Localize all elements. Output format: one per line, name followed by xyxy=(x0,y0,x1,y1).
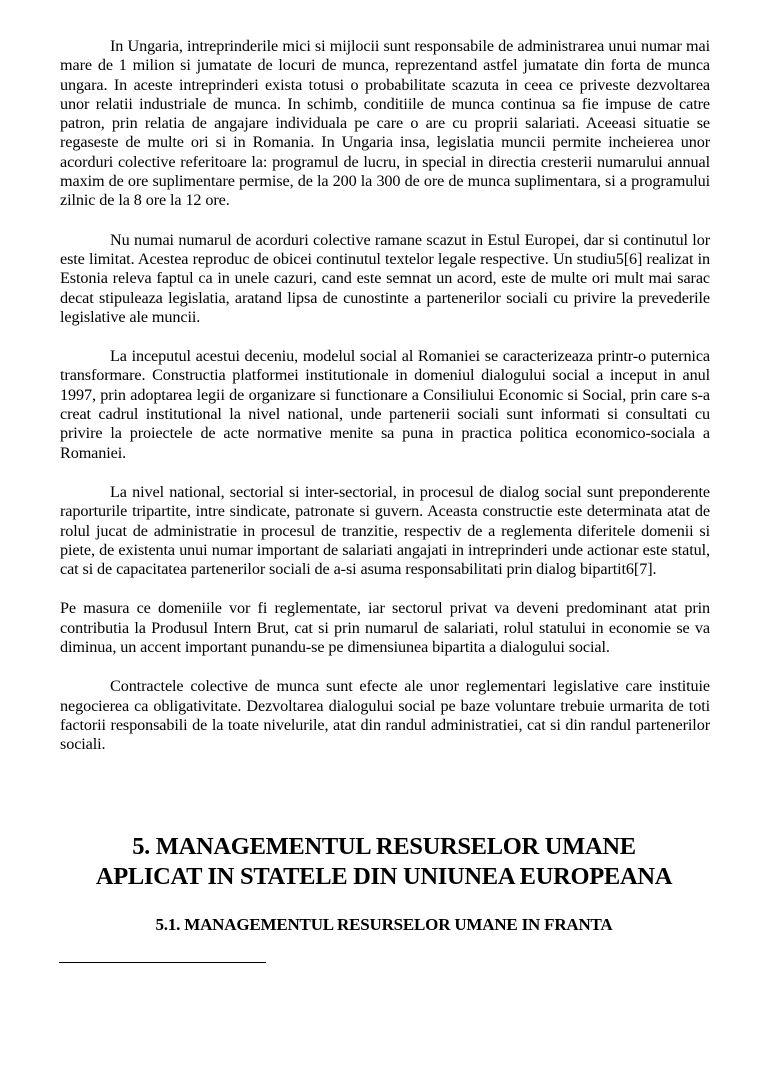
paragraph-sector-privat: Pe masura ce domeniile vor fi reglementate, iar sectorul privat va deveni predominant atat prin contributia la Produsul Intern Brut, cat si prin numarul de salariati, rolul statului in economie se va diminua, un accent important punandu-se pe dimensiunea bipartita a dialogului social. xyxy=(60,599,710,657)
paragraph-contracte-colective: Contractele colective de munca sunt efecte ale unor reglementari legislative care instituie negocierea ca obligativitate. Dezvoltarea dialogului social pe baze voluntare trebuie urmarita de toti factorii responsabili de la toate nivelurile, atat din randul administratiei, cat si din randul partenerilor sociali. xyxy=(60,677,710,754)
section-heading: 5.1. MANAGEMENTUL RESURSELOR UMANE IN FRANTA xyxy=(155,915,613,934)
chapter-heading xyxy=(40,832,728,892)
chapter-heading-line-2: APLICAT IN STATELE DIN UNIUNEA EUROPEANA xyxy=(95,863,673,890)
paragraph-model-social-romania: La inceputul acestui deceniu, modelul social al Romaniei se caracterizeaza printr-o puternica transformare. Constructia platformei institutionale in domeniul dialogului social a inceput in anul 1997, prin adoptarea legii de organizare si functionare a Consiliului Economic si Social, prin care s-a creat cadrul institutional la nivel national, unde partenerii sociali sunt informati si consultati cu privire la proiectele de acte normative menite sa puna in practica politica economico-sociala a Romaniei. xyxy=(60,347,710,462)
footnote-separator xyxy=(59,962,266,963)
paragraph-ungaria: In Ungaria, intreprinderile mici si mijlocii sunt responsabile de administrarea unui numar mai mare de 1 milion si jumatate de locuri de munca, reprezentand astfel jumatate din forta de munca ungara. In aceste intreprinderi exista totusi o probabilitate scazuta in ceea ce priveste dezvoltarea unor relatii industriale de munca. In schimb, conditiile de munca continua sa fie impuse de catre patron, prin relatia de angajare individuala pe care o are cu proprii salariati. Aceeasi situatie se regaseste de multe ori si in Romania. In Ungaria insa, legislatia muncii permite incheierea unor acorduri colective referitoare la: programul de lucru, in special in directia cresterii numarului annual maxim de ore suplimentare permise, de la 200 la 300 de ore de munca suplimentara, si a programului zilnic de la 8 ore la 12 ore. xyxy=(60,37,710,210)
chapter-heading-line-1: 5. MANAGEMENTUL RESURSELOR UMANE xyxy=(132,833,636,860)
document-body xyxy=(60,37,710,775)
paragraph-nivel-national: La nivel national, sectorial si inter-sectorial, in procesul de dialog social sunt preponderente raporturile tripartite, intre sindicate, patronate si guvern. Aceasta constructie este determinata atat de rolul jucat de administratie in procesul de tranzitie, respectiv de a reglementa diferitele domenii si piete, de existenta unui numar important de salariati angajati in intreprinderi unde actionar este statul, cat si de capacitatea partenerilor sociali de a-si asuma responsabilitati prin dialog bipartit6[7]. xyxy=(60,482,710,579)
paragraph-acorduri-colective: Nu numai numarul de acorduri colective ramane scazut in Estul Europei, dar si continutul lor este limitat. Acestea reproduc de obicei continutul textelor legale respective. Un studiu5[6] realizat in Estonia releva faptul ca in unele cazuri, cand este semnat un acord, este de multe ori mult mai sarac decat stipuleaza legislatia, aratand lipsa de cunostinte a partenerilor sociali cu privire la prevederile legislative ale muncii. xyxy=(60,230,710,326)
